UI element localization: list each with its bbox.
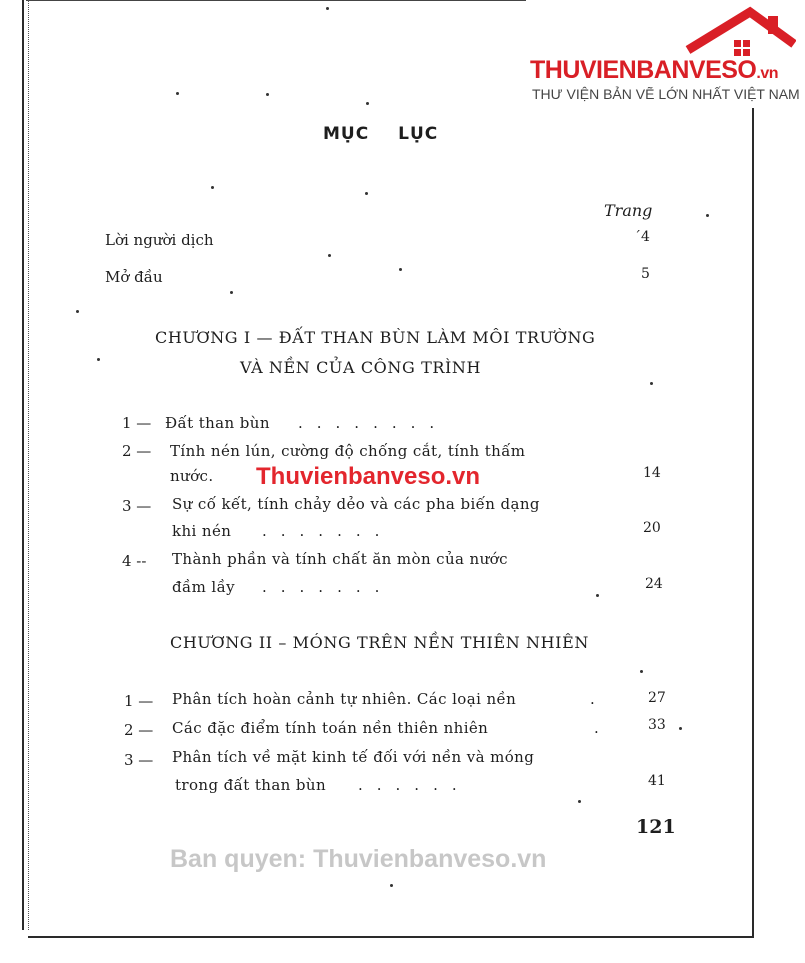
dot-leader: ........ <box>298 414 449 432</box>
chapter-1-heading-line1: CHƯƠNG I — ĐẤT THAN BÙN LÀM MÔI TRƯỜNG <box>155 328 596 347</box>
scan-speck <box>706 214 709 217</box>
toc-item-title: Thành phần và tính chất ăn mòn của nước <box>172 550 508 568</box>
chapter-1-heading-line2: VÀ NỀN CỦA CÔNG TRÌNH <box>240 358 482 377</box>
toc-item-title: Sự cố kết, tính chảy dẻo và các pha biến dạng <box>172 495 540 513</box>
dot-leader: ....... <box>262 578 394 596</box>
toc-item-number: 1 — <box>122 414 152 432</box>
toc-entry-translator-note: Lời người dịch <box>105 231 214 249</box>
scan-speck <box>640 670 643 673</box>
scan-speck <box>578 800 581 803</box>
scan-speck <box>365 192 368 195</box>
page-column-header: Trang <box>604 201 653 220</box>
scan-speck <box>266 93 269 96</box>
toc-item-title-cont: trong đất than bùn <box>175 776 327 794</box>
toc-page-number: 27 <box>648 690 666 706</box>
toc-page-number: 14 <box>643 465 661 481</box>
toc-item-number: 3 — <box>124 751 154 769</box>
toc-item-number: 2 — <box>122 442 152 460</box>
toc-page-number: 24 <box>645 576 663 592</box>
toc-item-title-cont: đầm lầy <box>172 578 236 596</box>
logo-brand-text <box>530 56 778 85</box>
scan-speck <box>366 102 369 105</box>
logo-brand-tld: .vn <box>756 65 778 82</box>
page-number: 121 <box>636 816 676 838</box>
toc-page-number: 41 <box>648 773 666 789</box>
toc-item-title: Tính nén lún, cường độ chống cắt, tính thấm <box>170 442 526 460</box>
toc-item-title: Đất than bùn <box>165 414 270 432</box>
scan-speck <box>176 92 179 95</box>
scan-speck <box>211 186 214 189</box>
toc-item-title-cont: nước. <box>170 467 214 485</box>
toc-page-number: 20 <box>643 520 661 536</box>
scan-speck <box>328 254 331 257</box>
chapter-2-heading: CHƯƠNG II – MÓNG TRÊN NỀN THIÊN NHIÊN <box>170 633 589 652</box>
dot-leader: . <box>590 690 609 708</box>
scan-speck <box>97 358 100 361</box>
scan-speck <box>679 727 682 730</box>
dot-leader: . <box>594 719 613 737</box>
site-logo[interactable] <box>528 6 800 106</box>
toc-page-number: 5 <box>641 266 650 282</box>
toc-item-number: 4 -- <box>122 552 147 570</box>
toc-item-title: Phân tích về mặt kinh tế đối với nền và móng <box>172 748 535 766</box>
toc-item-number: 2 — <box>124 721 154 739</box>
dot-leader: ....... <box>262 522 394 540</box>
scan-speck <box>596 594 599 597</box>
toc-entry-introduction: Mở đầu <box>105 268 163 286</box>
toc-item-title: Phân tích hoàn cảnh tự nhiên. Các loại nền <box>172 690 517 708</box>
logo-tagline: THƯ VIỆN BẢN VẼ LỚN NHẤT VIỆT NAM <box>532 86 800 102</box>
toc-page-number: ´4 <box>634 229 650 245</box>
watermark-center: Thuvienbanveso.vn <box>256 463 481 490</box>
toc-page-number: 33 <box>648 717 666 733</box>
dot-leader: ...... <box>358 776 471 794</box>
scan-speck <box>650 382 653 385</box>
toc-item-title: Các đặc điểm tính toán nền thiên nhiên <box>172 719 489 737</box>
scan-speck <box>399 268 402 271</box>
scan-speck <box>390 884 393 887</box>
scan-speck <box>326 7 329 10</box>
scan-speck <box>76 310 79 313</box>
table-of-contents-title: MỤC LỤC <box>323 124 439 144</box>
scan-speck <box>230 291 233 294</box>
page-bottom-edge <box>28 936 754 938</box>
watermark-copyright: Ban quyen: Thuvienbanveso.vn <box>170 845 547 873</box>
page-right-edge <box>752 108 754 938</box>
toc-item-number: 1 — <box>124 692 154 710</box>
page-left-binding-edge <box>22 0 29 930</box>
toc-item-number: 3 — <box>122 497 152 515</box>
page-top-edge <box>26 0 526 1</box>
logo-brand-main: THUVIENBANVESO <box>530 56 757 84</box>
toc-item-title-cont: khi nén <box>172 522 232 540</box>
